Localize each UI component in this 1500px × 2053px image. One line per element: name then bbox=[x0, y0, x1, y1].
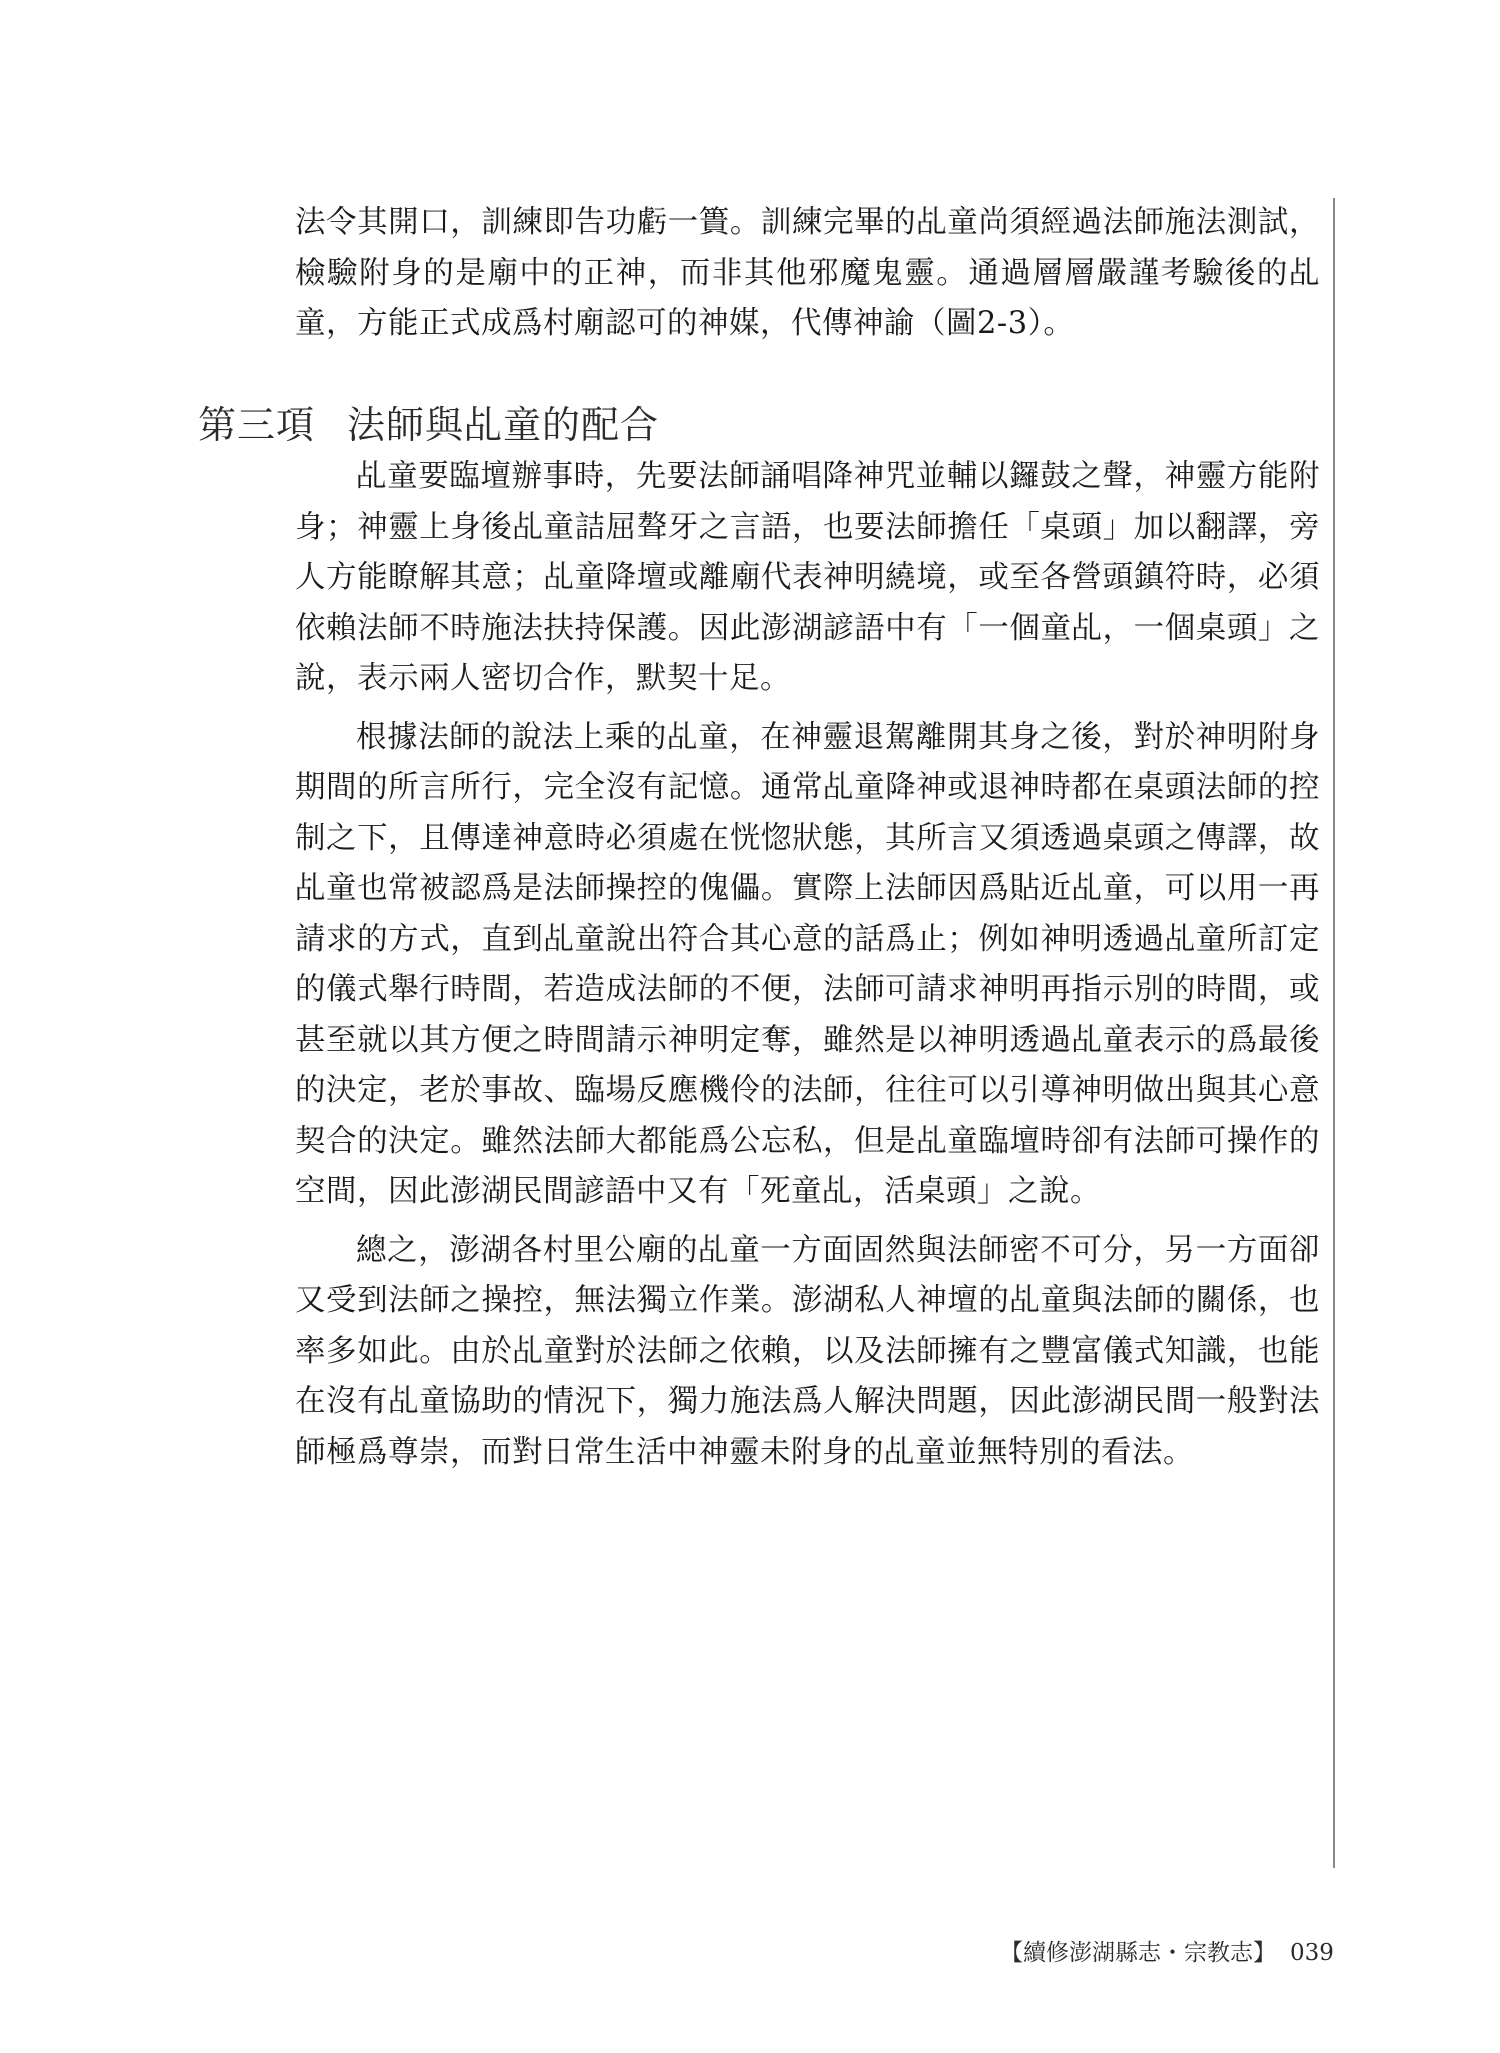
section-heading bbox=[198, 400, 659, 450]
page-number: 039 bbox=[1290, 1940, 1334, 1966]
body-paragraph-2: 根據法師的說法上乘的乩童，在神靈退駕離開其身之後，對於神明附身期間的所言所行，完全沒有記憶。通常乩童降神或退神時都在桌頭法師的控制之下，且傳達神意時必須處在恍惚狀態，其所言又須透過桌頭之傳譯，故乩童也常被認爲是法師操控的傀儡。實際上法師因爲貼近乩童，可以用一再請求的方式，直到乩童說出符合其心意的話爲止；例如神明透過乩童所訂定的儀式舉行時間，若造成法師的不便，法師可請求神明再指示別的時間，或甚至就以其方便之時間請示神明定奪，雖然是以神明透過乩童表示的爲最後的決定，老於事故、臨場反應機伶的法師，往往可以引導神明做出與其心意契合的決定。雖然法師大都能爲公忘私，但是乩童臨壇時卻有法師可操作的空間，因此澎湖民間諺語中又有「死童乩，活桌頭」之說。 bbox=[295, 719, 1320, 1209]
margin-rule bbox=[1333, 198, 1335, 1868]
body-paragraph-1: 乩童要臨壇辦事時，先要法師誦唱降神咒並輔以鑼鼓之聲，神靈方能附身；神靈上身後乩童詰屈聱牙之言語，也要法師擔任「桌頭」加以翻譯，旁人方能瞭解其意；乩童降壇或離廟代表神明繞境，或至各營頭鎮符時，必須依賴法師不時施法扶持保護。因此澎湖諺語中有「一個童乩，一個桌頭」之說，表示兩人密切合作，默契十足。 bbox=[295, 459, 1320, 696]
body-paragraph-3: 總之，澎湖各村里公廟的乩童一方面固然與法師密不可分，另一方面卻又受到法師之操控，無法獨立作業。澎湖私人神壇的乩童與法師的關係，也率多如此。由於乩童對於法師之依賴，以及法師擁有之豐富儀式知識，也能在沒有乩童協助的情況下，獨力施法爲人解決問題，因此澎湖民間一般對法師極爲尊崇，而對日常生活中神靈未附身的乩童並無特別的看法。 bbox=[295, 1232, 1320, 1470]
footer-book-title: 【續修澎湖縣志・宗教志】 bbox=[1000, 1940, 1276, 1966]
section-title: 法師與乩童的配合 bbox=[347, 403, 660, 447]
section-number: 第三項 bbox=[198, 403, 316, 447]
page-footer bbox=[1000, 1938, 1333, 1968]
continuation-block bbox=[295, 198, 1320, 350]
continuation-paragraph: 法令其開口，訓練即告功虧一簣。訓練完畢的乩童尚須經過法師施法測試，檢驗附身的是廟中的正神，而非其他邪魔鬼靈。通過層層嚴謹考驗後的乩童，方能正式成爲村廟認可的神媒，代傳神諭（圖2-3）。 bbox=[295, 205, 1320, 341]
section-body bbox=[295, 452, 1320, 1478]
